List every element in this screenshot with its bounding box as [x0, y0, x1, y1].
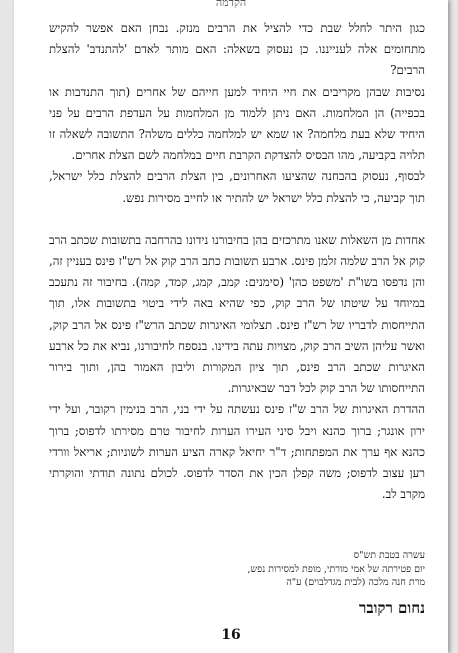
running-header: הקדמה [215, 0, 247, 9]
body-text [49, 18, 425, 505]
signature-dedication: יום פטירתה של אמי מורתי, מופת למסירות נפש, [247, 563, 425, 575]
page-number: 16 [221, 627, 241, 643]
paragraph-5: ההדרת האיגרות של הרב ש"ז פינס נעשתה על ידי בני, הרב בנימין רקובר, ועל ידי ירון אונגר; ברוך כהנא ויבל סיני העירו הערות לחיבור טרם מסירתו לדפוס; ברוך כהנא אף ערך את המפתחות; ד"ר יחיאל קארה הציע הערות לשוניות; אריאל וורדי רען עצוב לדפוס; משה קפלן הכין את הסדר לדפוס. לכולם נתונה תודתי והוקרתי מקרב לב. [49, 402, 425, 502]
paragraph-2: נסיבות שבהן מקריבים את חיי היחיד למען חייהם של אחרים (תוך התנדבות או בכפייה) הן המלחמות. האם ניתן ללמוד מן המלחמות על העדפת הרבים על פני היחיד שלא בעת מלחמה? או שמא יש למלחמה כללים משלה? התשובה לשאלה זו תלויה בקביעה, מהו הבסיס להצדקת הקרבת חיים במלחמה לשם הצלת אחרים. [49, 84, 425, 163]
paragraph-1: כגון היתר לחלל שבת כדי להציל את הרבים מנזק. נבחן האם אפשר להקיש מתחומים אלה לענייננו. כן נעסוק בשאלה: האם מותר לאדם 'להתנדב' להצלת הרבים? [49, 21, 425, 78]
paragraph-4: אחדות מן השאלות שאנו מתרכזים בהן בחיבורנו נידונו בהרחבה בתשובות שכתב הרב קוק אל הרב שלמה זלמן פינס. ארבע תשובות כתב הרב קוק אל רש"ז פינס בעניין זה, והן נדפסו בשו"ת 'משפט כהן' (סימנים: קמב, קמג, קמד, קמה). בחיבור זה נתעכב במיוחד על שיטתו של הרב קוק, כפי שהיא באה לידי ביטוי בתשובות אלו, תוך התייחסות לדבריו של רש"ז פינס. תצלומי האיגרות שכתב הרש"ז פינס אל הרב קוק, ואשר עליהן השיב הרב קוק, מצויות עתה בידינו. בנספח לחיבורנו, נביא את כל ארבע האיגרות שכתב הרב פינס, תוך ציון המקורות וליבון האמור בהן, ותוך בירור התייחסותו של הרב קוק לכל דבר שבאיגרות. [48, 232, 425, 396]
author-name: נחום רקובר [358, 599, 425, 617]
signature-date: עשרה בטבת תש"ס [353, 550, 425, 561]
document-page [14, 0, 448, 653]
signature-dedication-name: מרת חנה מלכה (לבית מגדלבוים) ע"ה [286, 577, 425, 588]
signature-block [49, 549, 425, 590]
section-gap [49, 209, 425, 230]
paragraph-3: לבסוף, נעסוק בהבחנה שהציעו האחרונים, בין הצלת הרבים להצלת כלל ישראל, תוך קביעה, כי להצלת כלל ישראל יש להתיר או לחייב מסירות נפש. [49, 169, 425, 205]
